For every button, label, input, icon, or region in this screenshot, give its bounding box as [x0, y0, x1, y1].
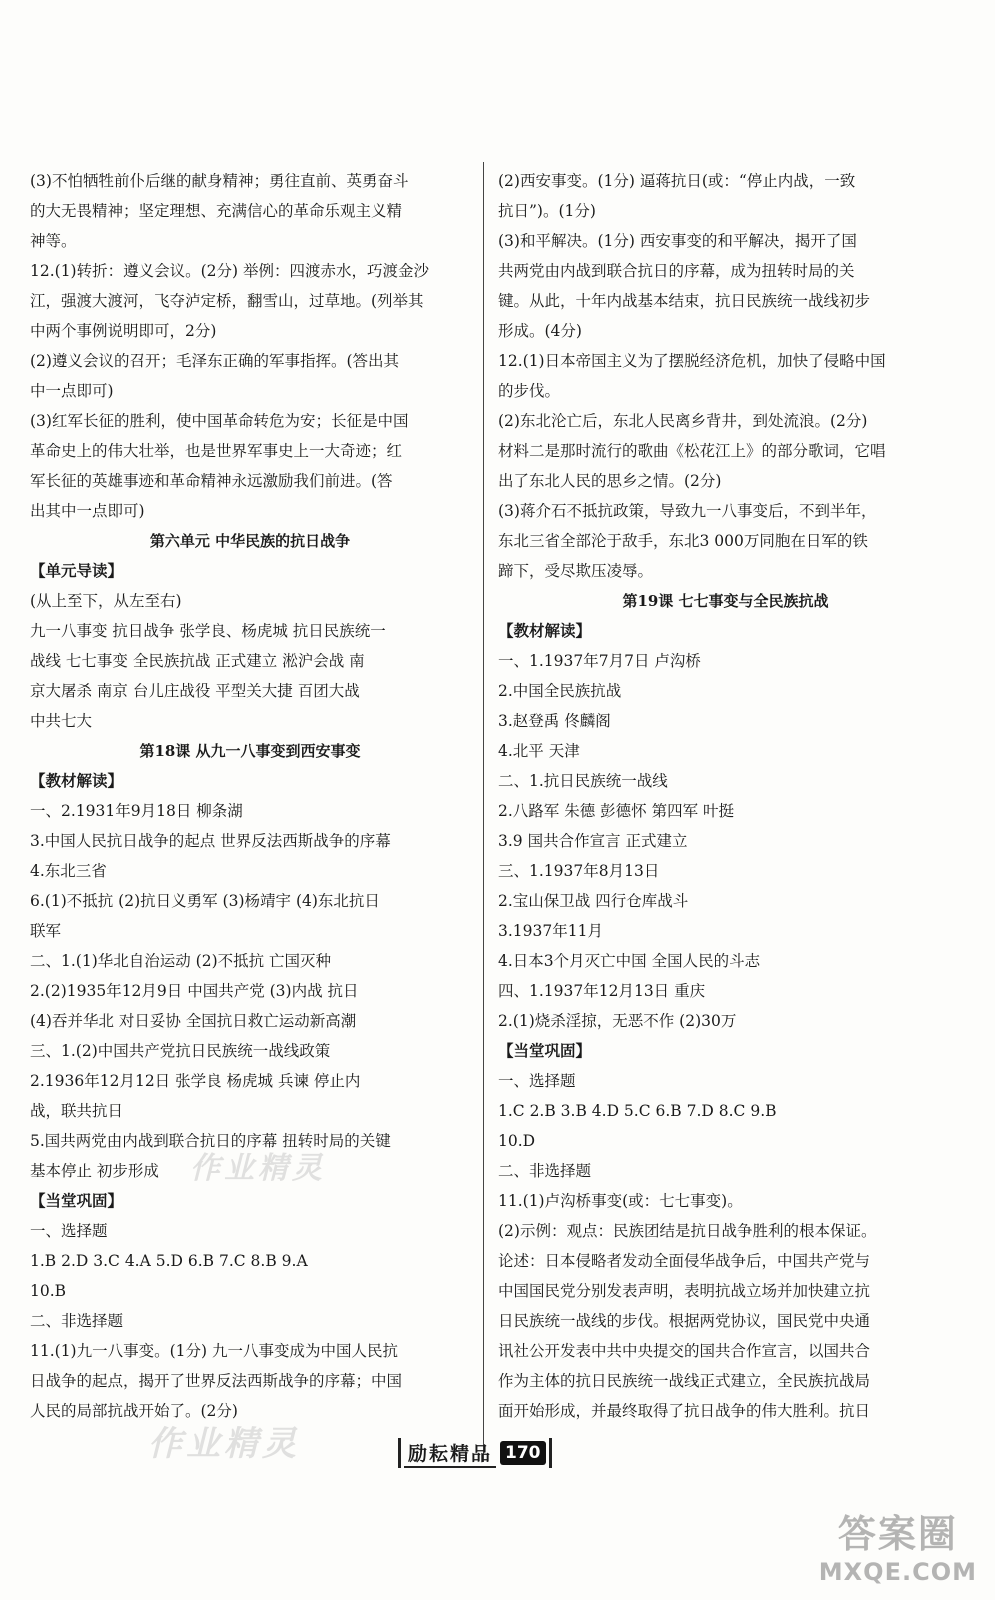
text-line: 11.(1)卢沟桥事变(或：七七事变)。 — [498, 1192, 743, 1210]
text-line: 人民的局部抗战开始了。(2分) — [30, 1402, 238, 1420]
subsection-label: 【当堂巩固】 — [498, 1041, 592, 1060]
text-line: 键。从此，十年内战基本结束，抗日民族统一战线初步 — [498, 292, 871, 310]
text-line: 论述：日本侵略者发动全面侵华战争后，中国共产党与 — [498, 1252, 871, 1270]
text-line: 的步伐。 — [498, 382, 561, 400]
text-line: (3)不怕牺牲前仆后继的献身精神；勇往直前、英勇奋斗 — [30, 172, 409, 190]
text-line: 联军 — [30, 922, 62, 940]
text-line: 军长征的英雄事迹和革命精神永远激励我们前进。(答 — [30, 472, 393, 490]
text-line: 形成。(4分) — [498, 322, 582, 340]
text-line: 江，强渡大渡河，飞夺泸定桥，翻雪山，过草地。(列举其 — [30, 292, 424, 310]
text-line: 3.1937年11月 — [498, 922, 603, 940]
left-column — [30, 166, 470, 1426]
text-line: 10.B — [30, 1282, 67, 1300]
text-line: 二、非选择题 — [498, 1162, 592, 1180]
text-line: 一、2.1931年9月18日 柳条湖 — [30, 802, 243, 820]
text-line: 的大无畏精神；坚定理想、充满信心的革命乐观主义精 — [30, 202, 403, 220]
text-line: 1.B 2.D 3.C 4.A 5.D 6.B 7.C 8.B 9.A — [30, 1252, 308, 1270]
text-line: 作为主体的抗日民族统一战线正式建立，全民族抗战局 — [498, 1372, 871, 1390]
text-line: 抗日”)。(1分) — [498, 202, 596, 220]
text-line: 2.(2)1935年12月9日 中国共产党 (3)内战 抗日 — [30, 982, 359, 1000]
text-line: 4.东北三省 — [30, 862, 107, 880]
text-line: 1.C 2.B 3.B 4.D 5.C 6.B 7.D 8.C 9.B — [498, 1102, 777, 1120]
footer-bar-right — [549, 1438, 552, 1468]
footer-brand: 励耘精品 — [404, 1439, 496, 1468]
text-line: 3.中国人民抗日战争的起点 世界反法西斯战争的序幕 — [30, 832, 391, 850]
text-line: 12.(1)转折：遵义会议。(2分) 举例：四渡赤水，巧渡金沙 — [30, 262, 429, 280]
section-heading: 第19课 七七事变与全民族抗战 — [622, 592, 829, 610]
text-line: (4)吞并华北 对日妥协 全国抗日救亡运动新高潮 — [30, 1012, 357, 1030]
text-line: 四、1.1937年12月13日 重庆 — [498, 982, 706, 1000]
text-line: 革命史上的伟大壮举，也是世界军事史上一大奇迹；红 — [30, 442, 403, 460]
watermark: 作业精灵 — [148, 1424, 300, 1464]
text-line: 中国国民党分别发表声明，表明抗战立场并加快建立抗 — [498, 1282, 871, 1300]
text-line: 3.9 国共合作宣言 正式建立 — [498, 832, 688, 850]
text-line: 京大屠杀 南京 台儿庄战役 平型关大捷 百团大战 — [30, 682, 360, 700]
text-line: (2)西安事变。(1分) 逼蒋抗日(或：“停止内战，一致 — [498, 172, 856, 190]
text-line: 出了东北人民的思乡之情。(2分) — [498, 472, 722, 490]
text-line: 材料二是那时流行的歌曲《松花江上》的部分歌词，它唱 — [498, 442, 886, 460]
text-line: (3)蒋介石不抵抗政策，导致九一八事变后，不到半年， — [498, 502, 877, 520]
text-line: (3)红军长征的胜利，使中国革命转危为安；长征是中国 — [30, 412, 409, 430]
right-column — [498, 166, 953, 1426]
section-heading: 第六单元 中华民族的抗日战争 — [149, 532, 351, 550]
text-line: 神等。 — [30, 232, 77, 250]
subsection-label: 【教材解读】 — [30, 771, 124, 790]
subsection-label: 【教材解读】 — [498, 621, 592, 640]
text-line: 6.(1)不抵抗 (2)抗日义勇军 (3)杨靖宇 (4)东北抗日 — [30, 892, 380, 910]
text-line: 日战争的起点，揭开了世界反法西斯战争的序幕；中国 — [30, 1372, 403, 1390]
text-line: 东北三省全部沦于敌手，东北3 000万同胞在日军的铁 — [498, 532, 868, 550]
text-line: 共两党由内战到联合抗日的序幕，成为扭转时局的关 — [498, 262, 855, 280]
text-line: 二、1.抗日民族统一战线 — [498, 772, 668, 790]
text-line: 一、选择题 — [498, 1072, 576, 1090]
text-line: 二、1.(1)华北自治运动 (2)不抵抗 亡国灭种 — [30, 952, 332, 970]
subsection-label: 【当堂巩固】 — [30, 1191, 124, 1210]
corner-logo-text: 答案圈 — [837, 1512, 958, 1556]
text-line: 5.国共两党由内战到联合抗日的序幕 扭转时局的关键 — [30, 1132, 391, 1150]
text-line: 基本停止 初步形成 — [30, 1162, 159, 1180]
footer-bar-left — [398, 1438, 401, 1468]
text-line: 一、1.1937年7月7日 卢沟桥 — [498, 652, 701, 670]
text-line: 2.八路军 朱德 彭德怀 第四军 叶挺 — [498, 802, 734, 820]
text-line: (2)示例：观点：民族团结是抗日战争胜利的根本保证。 — [498, 1222, 877, 1240]
text-line: 出其中一点即可) — [30, 502, 145, 520]
text-line: 10.D — [498, 1132, 536, 1150]
text-line: (3)和平解决。(1分) 西安事变的和平解决，揭开了国 — [498, 232, 857, 250]
text-line: (2)东北沦亡后，东北人民离乡背井，到处流浪。(2分) — [498, 412, 868, 430]
text-line: 2.中国全民族抗战 — [498, 682, 622, 700]
text-line: 一、选择题 — [30, 1222, 108, 1240]
text-line: 讯社公开发表中共中央提交的国共合作宣言，以国共合 — [498, 1342, 871, 1360]
text-line: 蹄下，受尽欺压凌辱。 — [498, 562, 654, 580]
text-line: 2.(1)烧杀淫掠，无恶不作 (2)30万 — [498, 1012, 737, 1030]
text-line: 中两个事例说明即可，2分) — [30, 322, 217, 340]
corner-logo-url: MXQE.COM — [818, 1558, 977, 1586]
text-line: 战线 七七事变 全民族抗战 正式建立 淞沪会战 南 — [30, 652, 365, 670]
text-line: 三、1.1937年8月13日 — [498, 862, 660, 880]
text-line: 中共七大 — [30, 712, 93, 730]
text-line: 3.赵登禹 佟麟阁 — [498, 712, 611, 730]
text-line: 战，联共抗日 — [30, 1102, 124, 1120]
page-footer — [395, 1436, 555, 1470]
text-line: 面开始形成，并最终取得了抗日战争的伟大胜利。抗日 — [498, 1402, 871, 1420]
subsection-label: 【单元导读】 — [30, 561, 124, 580]
text-line: 二、非选择题 — [30, 1312, 124, 1330]
text-line: (从上至下，从左至右) — [30, 592, 182, 610]
text-line: 2.宝山保卫战 四行仓库战斗 — [498, 892, 689, 910]
text-line: 4.日本3个月灭亡中国 全国人民的斗志 — [498, 952, 761, 970]
corner-logo — [819, 1503, 977, 1586]
text-line: 三、1.(2)中国共产党抗日民族统一战线政策 — [30, 1042, 331, 1060]
section-heading: 第18课 从九一八事变到西安事变 — [139, 742, 361, 760]
text-line: 日民族统一战线的步伐。根据两党协议，国民党中央通 — [498, 1312, 871, 1330]
column-divider — [483, 162, 484, 1462]
text-line: 11.(1)九一八事变。(1分) 九一八事变成为中国人民抗 — [30, 1342, 398, 1360]
text-line: 九一八事变 抗日战争 张学良、杨虎城 抗日民族统一 — [30, 622, 386, 640]
text-line: (2)遵义会议的召开；毛泽东正确的军事指挥。(答出其 — [30, 352, 400, 370]
text-line: 12.(1)日本帝国主义为了摆脱经济危机，加快了侵略中国 — [498, 352, 886, 370]
text-line: 中一点即可) — [30, 382, 114, 400]
watermark: 作业精灵 — [190, 1151, 326, 1186]
text-line: 2.1936年12月12日 张学良 杨虎城 兵谏 停止内 — [30, 1072, 361, 1090]
text-line: 4.北平 天津 — [498, 742, 580, 760]
page-number: 170 — [500, 1441, 546, 1465]
